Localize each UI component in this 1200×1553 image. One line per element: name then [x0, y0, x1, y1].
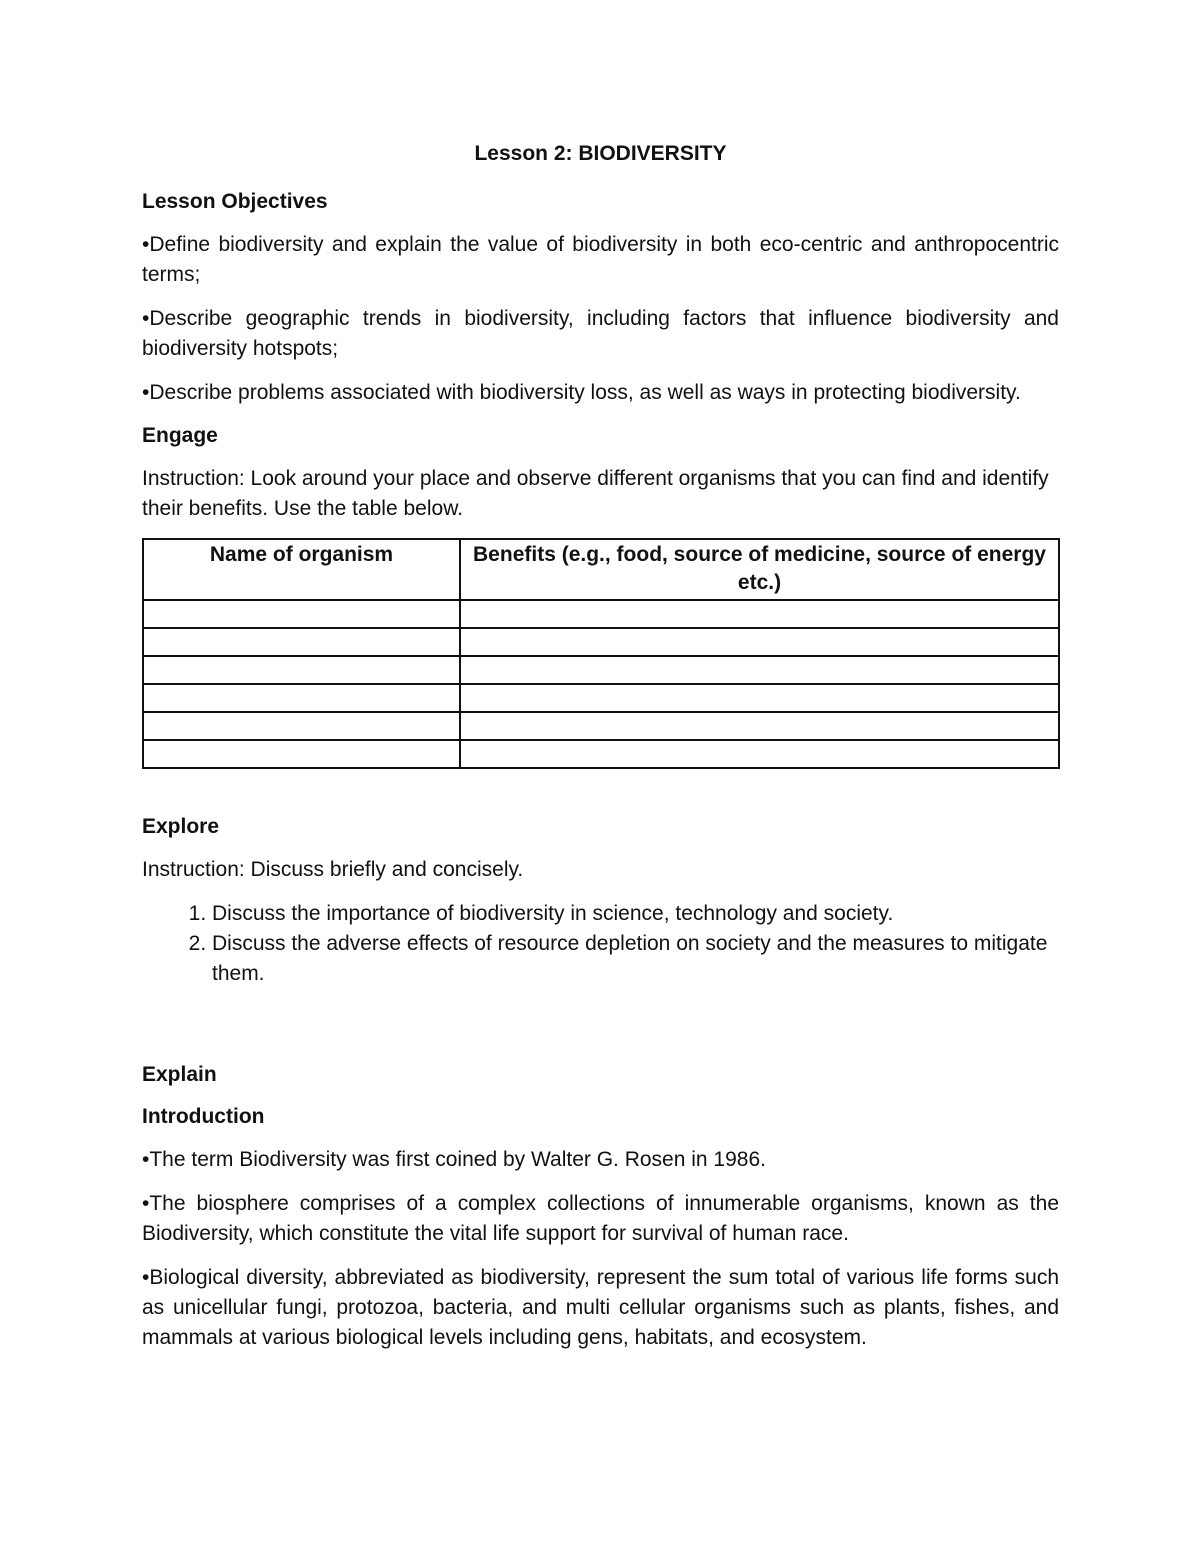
introduction-heading: Introduction — [142, 1105, 265, 1128]
table-header-row — [143, 539, 1059, 600]
explore-heading: Explore — [142, 815, 220, 838]
table-row — [143, 628, 1059, 656]
table-cell-organism[interactable] — [143, 712, 460, 740]
table-row — [143, 600, 1059, 628]
table-cell-benefits[interactable] — [460, 656, 1059, 684]
engage-instruction: Instruction: Look around your place and observe different organisms that you can find and identify their benefits. Use the table below. — [142, 467, 1049, 520]
table-row — [143, 712, 1059, 740]
document-page — [142, 140, 1059, 1367]
table-cell-organism[interactable] — [143, 684, 460, 712]
table-cell-benefits[interactable] — [460, 628, 1059, 656]
table-cell-benefits[interactable] — [460, 712, 1059, 740]
table-cell-organism[interactable] — [143, 656, 460, 684]
objectives-heading: Lesson Objectives — [142, 190, 328, 213]
intro-paragraph: •Biological diversity, abbreviated as biodiversity, represent the sum total of various life forms such as unicellular fungi, protozoa, bacteria, and multi cellular organisms such as plants, fishes, and mammals at various biological levels including gens, habitats, and ecosystem. — [142, 1266, 1059, 1349]
engage-heading: Engage — [142, 424, 218, 447]
explain-heading: Explain — [142, 1063, 217, 1086]
objective-item: •Describe problems associated with biodiversity loss, as well as ways in protecting biodiversity. — [142, 381, 1021, 404]
table-cell-organism[interactable] — [143, 600, 460, 628]
table-cell-benefits[interactable] — [460, 684, 1059, 712]
lesson-title: Lesson 2: BIODIVERSITY — [474, 142, 727, 165]
column-header-organism: Name of organism — [143, 539, 460, 600]
table-cell-organism[interactable] — [143, 628, 460, 656]
table-row — [143, 740, 1059, 768]
objective-item: •Describe geographic trends in biodiversity, including factors that influence biodiversity and biodiversity hotspots; — [142, 307, 1059, 360]
column-header-benefits: Benefits (e.g., food, source of medicine, source of energy etc.) — [460, 539, 1059, 600]
explore-instruction: Instruction: Discuss briefly and concisely. — [142, 858, 524, 881]
table-row — [143, 656, 1059, 684]
table-cell-organism[interactable] — [143, 740, 460, 768]
table-row — [143, 684, 1059, 712]
explore-question-list — [142, 899, 1059, 989]
organisms-table — [142, 538, 1060, 769]
table-cell-benefits[interactable] — [460, 740, 1059, 768]
intro-paragraph: •The term Biodiversity was first coined by Walter G. Rosen in 1986. — [142, 1148, 766, 1171]
list-item: 1. Discuss the importance of biodiversity in science, technology and society. — [212, 899, 1059, 929]
list-item: 2. Discuss the adverse effects of resource depletion on society and the measures to mitigate them. — [212, 929, 1059, 989]
objective-item: •Define biodiversity and explain the value of biodiversity in both eco-centric and anthropocentric terms; — [142, 233, 1059, 286]
intro-paragraph: •The biosphere comprises of a complex collections of innumerable organisms, known as the Biodiversity, which constitute the vital life support for survival of human race. — [142, 1192, 1059, 1245]
table-cell-benefits[interactable] — [460, 600, 1059, 628]
